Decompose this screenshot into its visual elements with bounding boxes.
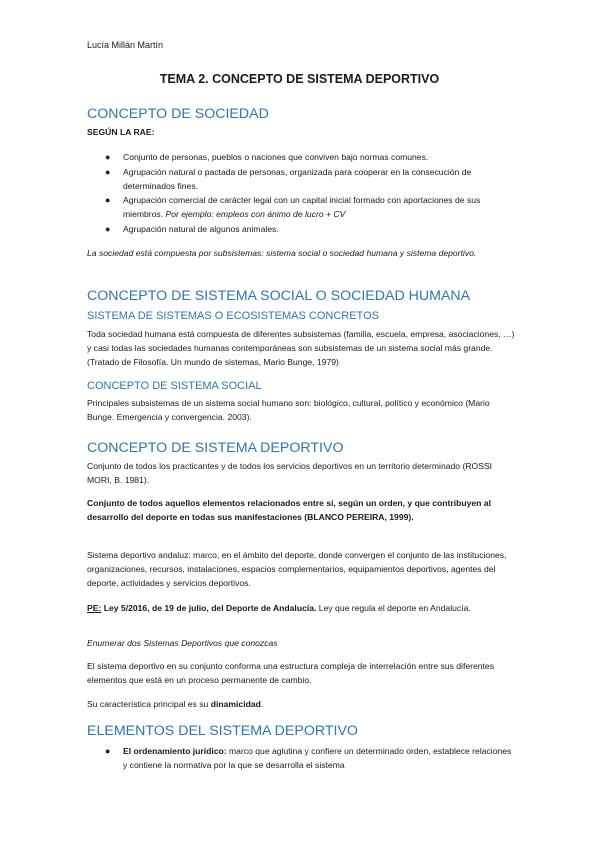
heading-sistema-social: CONCEPTO DE SISTEMA SOCIAL O SOCIEDAD HUMANA	[87, 288, 471, 304]
bullet-icon: ●	[105, 166, 111, 177]
paragraph-dinamicidad: Su característica principal es su dinamicidad.	[87, 699, 264, 709]
heading-elementos: ELEMENTOS DEL SISTEMA DEPORTIVO	[87, 723, 358, 739]
list-item: ● Agrupación natural o pactada de personas, organizada para cooperar en la consecución de determinados fines.	[105, 166, 472, 191]
list-item: ● Agrupación natural de algunos animales.	[87, 223, 517, 237]
subheading-sistema-social: CONCEPTO DE SISTEMA SOCIAL	[87, 380, 262, 392]
author-header: Lucía Millán Martín	[87, 40, 164, 50]
list-item: ● Conjunto de personas, pueblos o naciones que conviven bajo normas comunes.	[87, 151, 517, 165]
definition-blanco-pereira: Conjunto de todos aquellos elementos relacionados entre sí, según un orden, y que contribuyen al desarrollo del deporte en todas sus manifestaciones (BLANCO PEREIRA, 1999).	[87, 498, 491, 522]
rae-definitions-list	[87, 151, 517, 238]
list-item: ● El ordenamiento jurídico: marco que aglutina y confiere un determinado orden, establece relaciones y contiene la normativa por la que se desarrolla el sistema	[105, 746, 512, 770]
heading-sistema-deportivo: CONCEPTO DE SISTEMA DEPORTIVO	[87, 440, 344, 456]
bullet-icon: ●	[105, 223, 111, 234]
society-note: La sociedad está compuesta por subsistemas: sistema social o sociedad humana y sistema deportivo.	[87, 248, 477, 258]
paragraph-ley-deporte: PE: Ley 5/2016, de 19 de julio, del Deporte de Andalucía. Ley que regula el deporte en Andalucía.	[87, 603, 471, 613]
document-title: TEMA 2. CONCEPTO DE SISTEMA DEPORTIVO	[159, 72, 440, 86]
definition-sistema-andaluz: Sistema deportivo andaluz: marco, en el ámbito del deporte, donde convergen el conjunto de las instituciones, organizaciones, recursos, instalaciones, espacios complementarios, equipamientos deportivos, agentes del deporte, actividades y servicios deportivos.	[87, 550, 507, 588]
subheading-sistema-de-sistemas: SISTEMA DE SISTEMAS O ECOSISTEMAS CONCRETOS	[87, 310, 379, 322]
paragraph-estructura-compleja: El sistema deportivo en su conjunto conforma una estructura compleja de interrelación entre sus diferentes elementos que está en un proceso permanente de cambio.	[87, 661, 494, 685]
paragraph-sociedad-humana: Toda sociedad humana está compuesta de diferentes subsistemas (familia, escuela, empresa, asociaciones, …) y casi todas las sociedades humanas contemporáneas son subsistemas de un sistema social más grande. (Tratado de Filosofía. Un mundo de sistemas, Mario Bunge, 1979)	[87, 329, 515, 367]
elementos-list	[87, 745, 517, 774]
paragraph-subsistemas: Principales subsistemas de un sistema social humano son: biológico, cultural, político y económico (Mario Bunge. Emergencia y convergencia. 2003).	[87, 398, 490, 422]
bullet-icon: ●	[105, 195, 111, 206]
heading-concepto-sociedad: CONCEPTO DE SOCIEDAD	[87, 106, 269, 122]
list-item: ● Agrupación comercial de carácter legal con un capital inicial formado con aportaciones de sus miembros. Por ejemplo: empleos con ánimo de lucro + CV	[105, 195, 481, 220]
task-enumerar: Enumerar dos Sistemas Deportivos que conozcas	[87, 638, 278, 648]
definition-rossi-mori: Conjunto de todos los practicantes y de todos los servicios deportivos en un territorio determinado (ROSSI MORI, B. 1981).	[87, 461, 493, 485]
rae-label: SEGÚN LA RAE:	[87, 127, 155, 137]
bullet-icon: ●	[105, 746, 111, 756]
bullet-icon: ●	[105, 152, 111, 162]
